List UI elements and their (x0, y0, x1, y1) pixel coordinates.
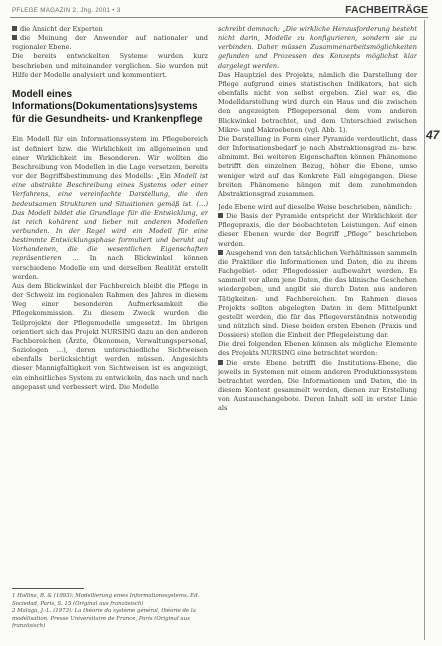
bullet-item: Die erste Ebene betrifft die Institutions-Ebene, die jeweils in Systemen mit einem anderen Produktionssystem betrachtet werden. Die Informationen und Daten, die in diesem Kontext gesammelt werden, dienen zur Erstellung von Austauschangebote. Deren Inhalt soll in erster Linie als (218, 358, 417, 413)
margin-rule (424, 20, 425, 640)
spacer (12, 80, 208, 89)
bullet-item: die Ansicht der Experten (12, 25, 208, 34)
square-bullet-icon (218, 213, 223, 218)
header-rule (10, 17, 428, 18)
body-paragraph: Die drei folgenden Ebenen können als mögliche Elemente des Projekts NURSING eine betrachtet werden: (218, 340, 417, 358)
body-paragraph: Jede Ebene wird auf dieselbe Weise beschrieben, nämlich: (218, 202, 412, 211)
intro-paragraph: Die bereits entwickelten Systeme wurden kurz beschrieben und miteinander verglichen. Sie wurden mit Hilfe der Modelle analysiert und kommentiert. (12, 52, 208, 79)
body-paragraph: Die Darstellung in Form einer Pyramide verdeutlicht, dass der Informationsbedarf je nach Abstraktionsgrad zu- bzw. abnimmt. Bei weiteren Eigenschaften können Phänomene betrifft den einzelnen Bezug, höher die Ebene, umso weniger wird auf das Konkrete Fall eingegangen. Diese breiten Phänomene hängen mit dem zunehmenden Abstraktionsgrad zusammen. (218, 134, 417, 198)
quote-text: Modell ist eine abstrakte Beschreibung eines Systems oder einer Verfahrens, eine vereinfachte Darstellung, die den bedeutsamen Strukturen und Situationen gemäß ist. (…) Das Modell bildet die Grundlage für die Entwicklung, er ist reich kohärent und lieber mit anderen Modellen verbunden. In der Regel wird ein Modell für eine bestimmte Entwicklungsphase formuliert und beruht auf Vorhandenen, die die wesentlichen Eigenschaften repräsentieren … (12, 172, 208, 263)
footnote: 1 Hollins, B. & (1993): Modellierung eines Informationssystems. Ed. Sociedad, Paris, S. 15 (Original aus französisch) (12, 592, 200, 607)
square-bullet-icon (218, 250, 223, 255)
right-column (218, 25, 417, 637)
bullet-item: die Meinung der Anwender auf nationaler und regionaler Ebene. (12, 34, 208, 52)
section-heading: Modell eines Informations(Dokumentations)systems für die Gesundheits- und Krankenpflege (12, 88, 203, 125)
journal-name: PFLEGE MAGAZIN 2. Jhg. 2001 • 3 (12, 7, 121, 14)
quote-paragraph: schreibt demnach: „Die wirkliche Herausforderung besteht nicht darin, Modelle zu konfigurieren, sondern sie zu verbinden. Daher müssen Zusammenarbeitsmöglichkeiten gefunden und Prozessen des Konzepts möglichst klar dargelegt werden. (218, 25, 417, 70)
spacer (12, 126, 208, 135)
footnote-rule (12, 588, 84, 589)
body-paragraph: Aus dem Blickwinkel der Fachbereich bleibt die Pflege in der Schweiz im regionalen Rahmen des Jahres in diesem Weg einer besonderen Aufmerksamkeit die Pflegekommission. Zu diesem Zweck wurden die Teilprojekte der Pflegemodelle umgesetzt. Im übrigen orientiert sich das Projekt NURSING dazu an den anderen Fachbereichen (Ärzte, Ökonomen, Verwaltungspersonal, Soziologen …), deren unterschiedliche Sichtweisen ebenfalls berücksichtigt werden müssen. Angesichts dieser Mannigfaltigkeit von Sichtweisen ist es angezeigt, ein einheitliches System zu entwickeln, das nach und nach angepasst und verbessert wird. Die Modelle (12, 281, 208, 391)
page-number: 47 (426, 128, 440, 142)
square-bullet-icon (12, 26, 17, 31)
section-title: FACHBEITRÄGE (345, 4, 428, 16)
body-paragraph: Ein Modell für ein Informationssystem im Pflegebereich ist definiert bzw. die Wirklichkeit im allgemeinen und einer Wirklichkeit im Besonderen. Wir wollten die Beschreibung von Modellen in die Lage versetzen, bereits vor der Begriffsbestimmung des Modells: „Ein Modell ist eine abstrakte Beschreibung eines Systems oder einer Verfahrens, eine vereinfachte Darstellung, die den bedeutsamen Strukturen und Situationen gemäß ist. (…) Das Modell bildet die Grundlage für die Entwicklung, er ist reich kohärent und lieber mit anderen Modellen verbunden. In der Regel wird ein Modell für eine bestimmte Entwicklungsphase formuliert und beruht auf Vorhandenen, die die wesentlichen Eigenschaften repräsentieren … In nach Blickwinkel können verschiedene Modelle ein und derselben Realität erstellt werden. (12, 135, 208, 281)
square-bullet-icon (12, 35, 17, 40)
square-bullet-icon (218, 360, 223, 365)
bullet-item: Ausgehend von den tatsächlichen Verhältnissen sammeln die Praktiker die Informationen und Daten, die zu ihrem Fachgebiet- oder Pflegedossier aufbewahrt werden. Es sammelt vor allem jene Daten, die das klinische Geschehen wiedergeben, und angibt sie durch Daten aus anderen Tätigkeiten- und Fachbereichen. Im Rahmen dieses Projekts sollten abgelegten Daten in dem Mittelpunkt gestellt werden, die für das Pflegeverständnis notwendig und nützlich sind. Diese beiden ersten Ebenen (Praxis und Dossiers) stellen die Einheit der Pflegeleistung dar. (218, 248, 417, 340)
left-column (12, 25, 208, 637)
body-paragraph: Das Hauptziel des Projekts, nämlich die Darstellung der Pflege aufgrund eines statistischen Indikators, hat sich ebenfalls nicht von selbst ergeben. Ziel war es, die Modelldarstellung wird durch ein Haus und die zwischen den angezeigten Pflegepersonal dem vom anderen Blickwinkel betrachtet, und dem Unterschied zwischen Mikro- und Makroebenen (vgl. Abb. 1). (218, 70, 417, 134)
footnote: 2 Malaga, J.-L. (1973): La théorie du système général, théorie de la modélisation. Presse Universitaire de France, Paris (Original aus französisch) (12, 608, 196, 630)
bullet-item: Die Basis der Pyramide entspricht der Wirklichkeit der Pflegepraxis, die der beobachteten Leistungen. Auf einen dieser Ebenen wurde der Begriff „Pflege“ beschrieben werden. (218, 212, 417, 248)
